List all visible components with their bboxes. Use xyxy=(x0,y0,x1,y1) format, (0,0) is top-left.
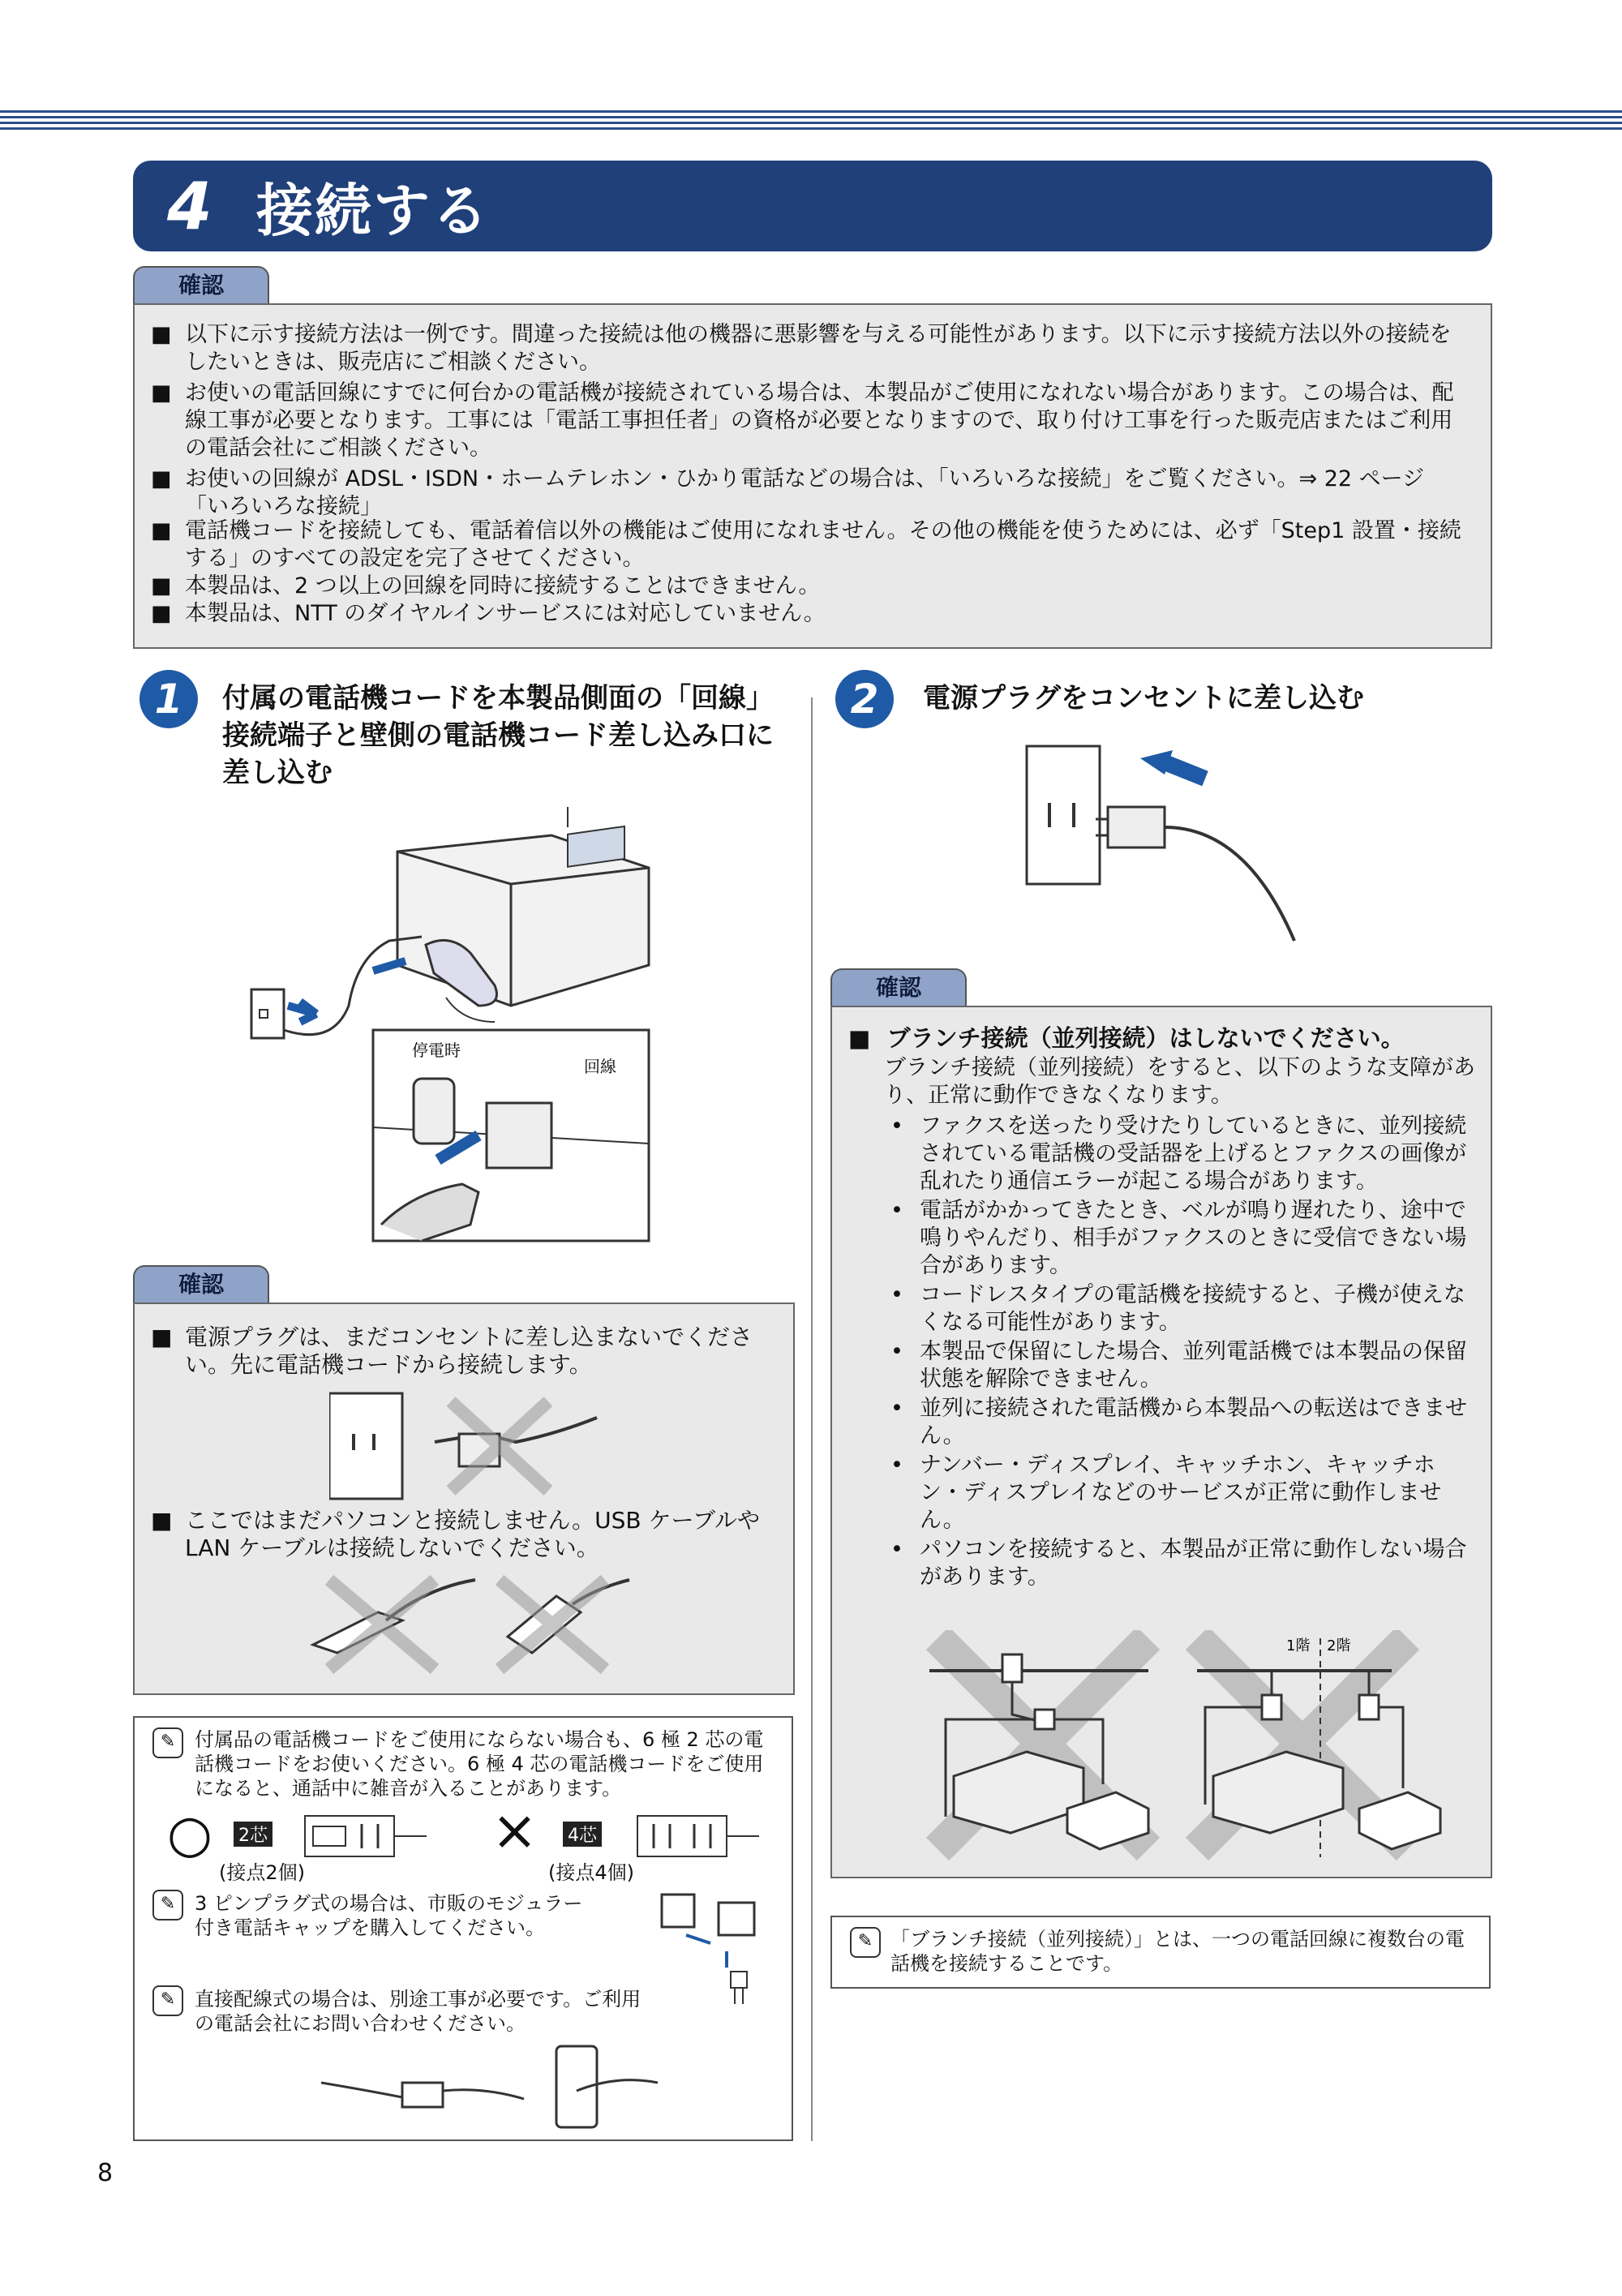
ng-caption: (接点4個) xyxy=(548,1861,634,1884)
step2-title: 電源プラグをコンセントに差し込む xyxy=(923,682,1364,715)
step1-number: 1 xyxy=(139,670,198,728)
list-item: • パソコンを接続すると、本製品が正常に動作しない場合があります。 xyxy=(884,1536,1476,1591)
list-item: ■ お使いの電話回線にすでに何台かの電話機が接続されている場合は、本製品がご使用になれない場合があります。この場合は、配線工事が必要となります。工事には「電話工事担任者」の資格が必要となりますので、取り付け工事を行った販売店またはご利用の電話会社にご相談ください。 xyxy=(151,380,1454,461)
note-text: 付属品の電話機コードをご使用にならない場合も、6 極 2 芯の電話機コードをお使いください。6 極 4 芯の電話機コードをご使用になると、通話中に雑音が入ることがあります。 xyxy=(195,1728,764,1800)
list-item: • 並列に接続された電話機から本製品への転送はできません。 xyxy=(884,1395,1476,1450)
note-text: 「ブランチ接続（並列接続）」とは、一つの電話回線に複数台の電話機を接続することです。 xyxy=(890,1928,1465,1975)
branch-warning-heading: ■ ブランチ接続（並列接続）はしないでください。 xyxy=(848,1024,1405,1052)
list-item: • コードレスタイプの電話機を接続すると、子機が使えなくなる可能性があります。 xyxy=(884,1281,1476,1337)
floor-1-label: 1階 xyxy=(1286,1637,1311,1654)
step1-title: 付属の電話機コードを本製品側面の「回線」接続端子と壁側の電話機コード差し込み口に差し込む xyxy=(222,682,774,789)
list-item: ■ 電源プラグは、まだコンセントに差し込まないでください。先に電話機コードから接続します。 xyxy=(151,1324,753,1378)
list-item: ■ 本製品は、2 つ以上の回線を同時に接続することはできません。 xyxy=(151,573,821,599)
ng-symbol: × xyxy=(491,1799,538,1863)
floor-2-label: 2階 xyxy=(1327,1637,1351,1654)
chapter-banner xyxy=(133,161,1492,251)
list-item: ■ ここではまだパソコンと接続しません。USB ケーブルや LAN ケーブルは接続しないでください。 xyxy=(151,1507,760,1561)
step2-outlet-illustration xyxy=(1019,738,1302,949)
step1-confirm-box xyxy=(133,1302,795,1695)
step1-notes-box xyxy=(133,1716,793,2141)
label-teidenji: 停電時 xyxy=(412,1041,461,1060)
step1-illustration xyxy=(243,803,665,1257)
confirm-tab: 確認 xyxy=(133,1265,269,1302)
list-item: • ナンバー・ディスプレイ、キャッチホン、キャッチホン・ディスプレイなどのサービスが正常に動作しません。 xyxy=(884,1452,1476,1534)
list-item: • 電話がかかってきたとき、ベルが鳴り遅れたり、途中で鳴りやんだり、相手がファクスのときに受信できない場合があります。 xyxy=(884,1197,1476,1280)
step2-note-box xyxy=(830,1916,1491,1989)
step2-number: 2 xyxy=(835,670,894,728)
plug-4core-icon xyxy=(629,1812,759,1860)
confirm-tab: 確認 xyxy=(133,266,269,303)
ok-caption: (接点2個) xyxy=(219,1861,305,1884)
branch-connection-illustration xyxy=(905,1630,1457,1865)
list-item: ■ 電話機コードを接続しても、電話着信以外の機能はご使用になれません。その他の機能を使うためには、必ず「Step1 設置・接続する」のすべての設定を完了させてください。 xyxy=(151,518,1461,571)
top-confirm-box xyxy=(133,303,1492,649)
cables-no-connect-illustration xyxy=(297,1572,637,1677)
direct-wiring-illustration xyxy=(321,2042,662,2131)
chapter-title: 接続する xyxy=(256,177,490,244)
plug-2core-icon xyxy=(297,1812,427,1860)
note-text: 直接配線式の場合は、別途工事が必要です。ご利用の電話会社にお問い合わせください。 xyxy=(195,1988,642,2035)
list-item: • 本製品で保留にした場合、並列電話機では本製品の保留状態を解除できません。 xyxy=(884,1338,1476,1393)
label-kaisen: 回線 xyxy=(584,1057,616,1076)
list-item: • ファクスを送ったり受けたりしているときに、並列接続されている電話機の受話器を上げるとファクスの画像が乱れたり通信エラーが起こる場合があります。 xyxy=(884,1113,1476,1195)
column-divider xyxy=(811,697,813,2141)
list-item: ■ 本製品は、NTT のダイヤルインサービスには対応していません。 xyxy=(151,601,826,626)
pencil-note-icon: ✎ xyxy=(152,1727,183,1758)
note-text: 3 ピンプラグ式の場合は、市販のモジュラー付き電話キャップを購入してください。 xyxy=(195,1892,583,1939)
branch-intro: ブランチ接続（並列接続）をすると、以下のような支障があり、正常に動作できなくなります。 xyxy=(884,1055,1475,1108)
ok-tag: 2芯 xyxy=(234,1822,272,1847)
pencil-note-icon: ✎ xyxy=(850,1927,881,1958)
ng-tag: 4芯 xyxy=(563,1822,602,1847)
ok-symbol: ○ xyxy=(167,1805,212,1865)
list-item: ■ お使いの回線が ADSL・ISDN・ホームテレホン・ひかり電話などの場合は、「いろいろな接続」をご覧ください。⇒ 22 ページ「いろいろな接続」 xyxy=(151,466,1425,519)
chapter-number: 4 xyxy=(167,168,212,244)
pencil-note-icon: ✎ xyxy=(152,1985,183,2016)
step2-confirm-box xyxy=(830,1006,1492,1878)
header-stripes xyxy=(0,110,1622,131)
modular-cap-illustration xyxy=(654,1886,783,2008)
branch-issue-list xyxy=(884,1113,1476,1593)
page-number: 8 xyxy=(97,2159,114,2187)
outlet-no-plug-illustration xyxy=(329,1385,605,1507)
list-item: ■ 以下に示す接続方法は一例です。間違った接続は他の機器に悪影響を与える可能性があります。以下に示す接続方法以外の接続をしたいときは、販売店にご相談ください。 xyxy=(151,322,1452,375)
confirm-tab: 確認 xyxy=(830,968,967,1006)
pencil-note-icon: ✎ xyxy=(152,1890,183,1920)
